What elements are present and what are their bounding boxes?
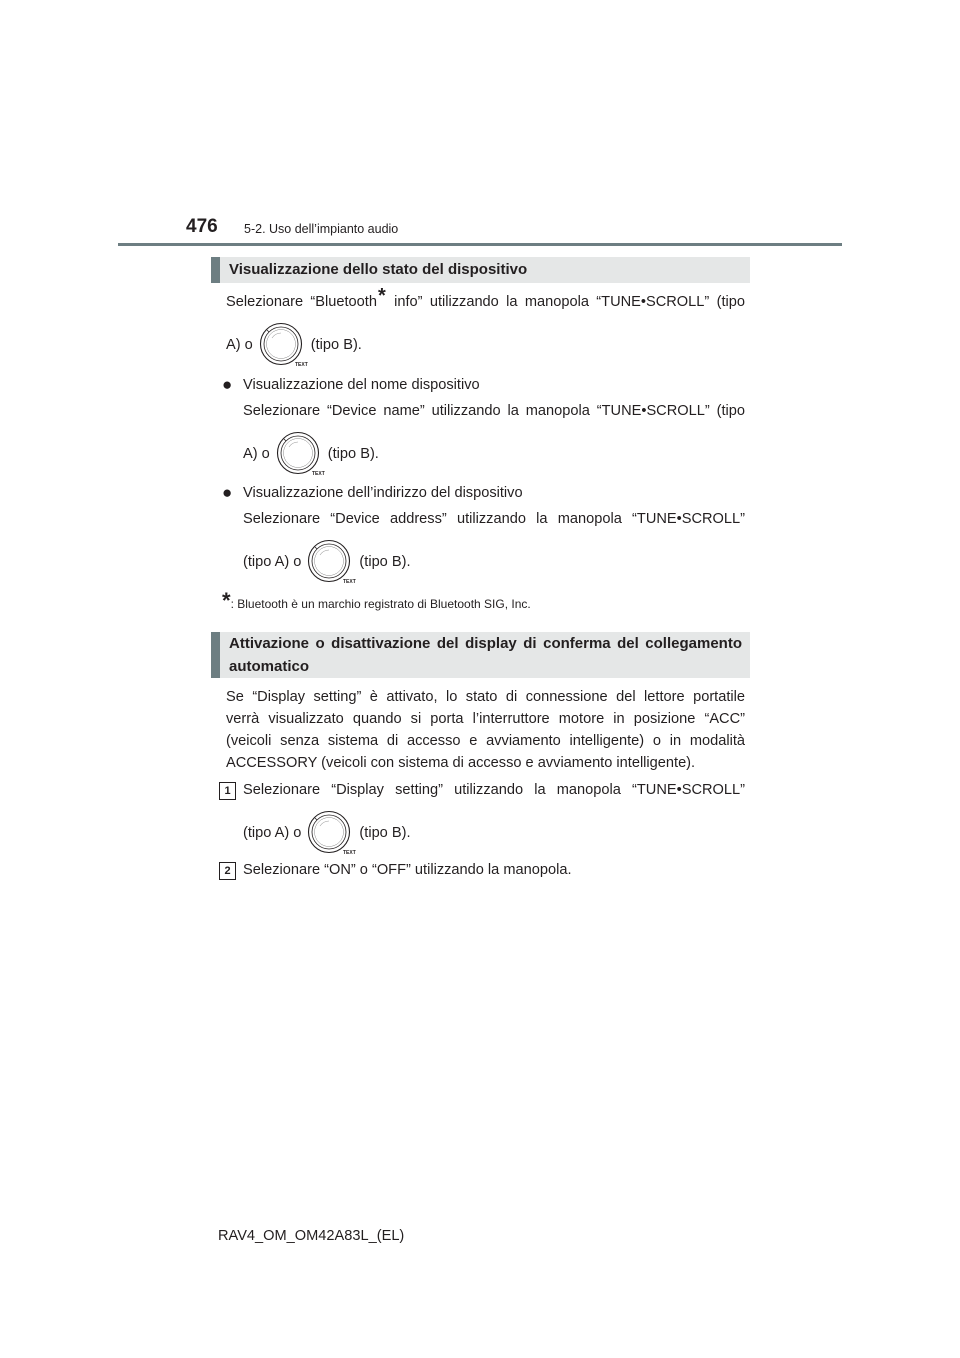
intro-line: Selezionare “Bluetooth* info” utilizzando la manopola “TUNE•SCROLL” (tipo [226, 285, 745, 310]
asterisk-mark: * [222, 588, 231, 613]
bullet-line-2-device-address: (tipo A) o TEXT (tipo B). [243, 539, 411, 585]
section-title: 5-2. Uso dell’impianto audio [244, 222, 399, 236]
page-number: 476 [186, 216, 218, 237]
bullet-icon: ● [222, 483, 233, 502]
asterisk-mark: * [377, 285, 386, 307]
tune-knob-icon [307, 539, 357, 585]
header-rule [118, 243, 842, 246]
tune-knob-icon [307, 810, 357, 856]
paragraph-display-setting: Se “Display setting” è attivato, lo stato di connessione del lettore portatile verrà visualizzato quando si porta l’interruttore motore in posizione “ACC” (veicoli senza sistema di accesso e avviamento intelligente) o in modalità ACCESSORY (veicoli con sistema di accesso e avviamento intelligente). [226, 689, 745, 771]
document-code: RAV4_OM_OM42A83L_(EL) [218, 1228, 405, 1244]
knob-text-label: TEXT [343, 850, 357, 856]
section-heading-auto-connect-display: Attivazione o disattivazione del display di conferma del collegamento automatico [211, 632, 750, 678]
step-line-2: (tipo A) o TEXT (tipo B). [243, 810, 411, 856]
bullet-text-device-name: Selezionare “Device name” utilizzando la manopola “TUNE•SCROLL” (tipo [243, 403, 745, 419]
bullet-line-2-device-name: A) o TEXT (tipo B). [243, 431, 379, 477]
intro-line-2: A) o TEXT (tipo B). [226, 322, 362, 368]
tune-knob-icon [259, 322, 308, 368]
bullet-title-device-name: Visualizzazione del nome dispositivo [243, 377, 480, 393]
knob-text-label: TEXT [311, 471, 325, 477]
step-text-1: Selezionare “Display setting” utilizzando la manopola “TUNE•SCROLL” [243, 782, 745, 798]
footnote: *: Bluetooth è un marchio registrato di Bluetooth SIG, Inc. [222, 588, 531, 613]
knob-text-label: TEXT [294, 362, 308, 368]
step-text-2: Selezionare “ON” o “OFF” utilizzando la manopola. [243, 862, 572, 878]
tune-knob-icon [276, 431, 325, 477]
section-heading-device-status: Visualizzazione dello stato del dispositivo [211, 257, 750, 283]
bullet-icon: ● [222, 375, 233, 394]
bullet-text-device-address: Selezionare “Device address” utilizzando la manopola “TUNE•SCROLL” [243, 511, 745, 527]
step-number-2: 2 [219, 862, 236, 880]
bullet-title-device-address: Visualizzazione dell’indirizzo del dispositivo [243, 485, 523, 501]
step-number-1: 1 [219, 782, 236, 800]
knob-text-label: TEXT [343, 579, 357, 585]
